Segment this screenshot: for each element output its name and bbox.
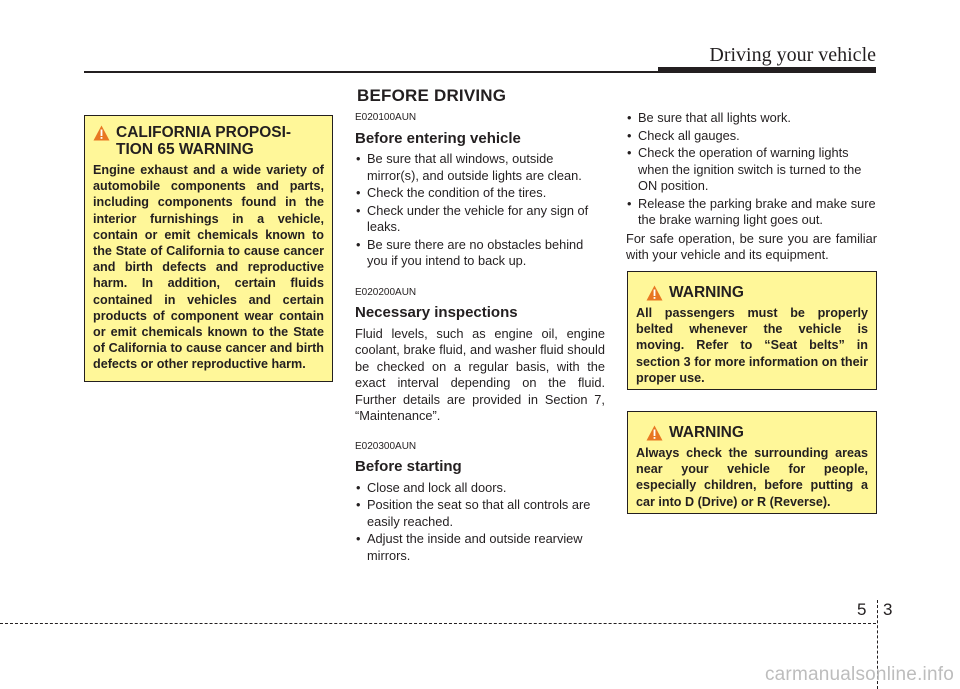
starting-heading: Before starting	[355, 458, 462, 475]
starting-list	[355, 480, 605, 565]
right-list	[626, 110, 877, 229]
entering-list	[355, 151, 605, 270]
seatbelt-warning-header	[636, 284, 868, 301]
starting-code: E020300AUN	[355, 440, 417, 452]
inspections-code: E020200AUN	[355, 286, 417, 298]
list-item: • Position the seat so that all controls are easily reached.	[355, 497, 605, 530]
list-item: • Release the parking brake and make sure the brake warning light goes out.	[626, 196, 877, 229]
california-warning-box	[84, 115, 333, 382]
list-item: • Check all gauges.	[626, 128, 877, 145]
entering-code: E020100AUN	[355, 112, 417, 123]
seatbelt-warning-box	[627, 271, 877, 390]
section-title: BEFORE DRIVING	[357, 86, 507, 105]
section-number: 5	[857, 600, 867, 619]
surroundings-warning-title: WARNING	[669, 424, 744, 441]
warning-triangle-icon	[646, 425, 663, 441]
california-warning-body: Engine exhaust and a wide variety of automobile components and parts, including components found in the interior furnishings in a vehicle, contain or emit chemicals known to the State of California to cause cancer and birth defects and reproductive harm. In addition, certain fluids contained in vehicles and certain products of component wear contain or emit chemicals known to the State of California to cause cancer and birth defects or other reproductive harm.	[93, 163, 324, 372]
surroundings-warning-box	[627, 411, 877, 514]
list-item: • Check the operation of warning lights when the ignition switch is turned to the ON position.	[626, 145, 877, 195]
inspections-text: Fluid levels, such as engine oil, engine coolant, brake fluid, and washer fluid should be checked on a regular basis, with the exact interval depending on the fluid. Further details are provided in Section 7, “Maintenance”.	[355, 325, 605, 423]
warning-triangle-icon	[93, 125, 110, 141]
list-item: • Be sure there are no obstacles behind you if you intend to back up.	[355, 237, 605, 270]
warning-triangle-icon	[646, 285, 663, 301]
header-rule-accent	[658, 67, 876, 73]
footer-rule	[0, 623, 876, 624]
watermark: carmanualsonline.info	[764, 664, 954, 685]
seatbelt-warning-title: WARNING	[669, 284, 744, 301]
list-item: • Be sure that all windows, outside mirror(s), and outside lights are clean.	[355, 151, 605, 184]
entering-heading: Before entering vehicle	[355, 129, 521, 147]
seatbelt-warning-body: All passengers must be properly belted whenever the vehicle is moving. Refer to “Seat belts” in section 3 for more information on their proper use.	[636, 306, 868, 385]
middle-column	[355, 110, 605, 565]
page-number: 3	[883, 600, 893, 619]
california-warning-title: CALIFORNIA PROPOSI- TION 65 WARNING	[116, 124, 292, 158]
list-item: • Check under the vehicle for any sign of leaks.	[355, 203, 605, 236]
list-item: • Check the condition of the tires.	[355, 185, 605, 202]
safe-operation-note: For safe operation, be sure you are familiar with your vehicle and its equipment.	[626, 230, 877, 262]
header-title: Driving your vehicle	[709, 44, 876, 66]
surroundings-warning-header	[636, 424, 868, 441]
inspections-heading: Necessary inspections	[355, 304, 518, 321]
california-warning-header	[93, 124, 324, 158]
surroundings-warning-body: Always check the surrounding areas near your vehicle for people, especially children, before putting a car into D (Drive) or R (Reverse).	[636, 446, 868, 509]
list-item: • Be sure that all lights work.	[626, 110, 877, 127]
list-item: • Adjust the inside and outside rearview mirrors.	[355, 531, 605, 564]
right-column	[626, 110, 877, 264]
list-item: • Close and lock all doors.	[355, 480, 605, 497]
